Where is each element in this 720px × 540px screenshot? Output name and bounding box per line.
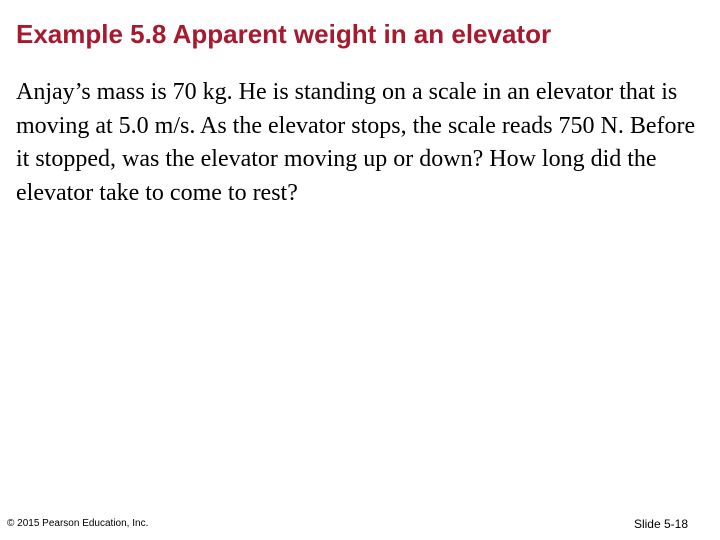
slide-number: Slide 5-18 [633, 517, 688, 531]
slide-title: Example 5.8 Apparent weight in an elevator [16, 19, 552, 49]
copyright-notice: © 2015 Pearson Education, Inc. [7, 518, 149, 529]
problem-text: Anjay’s mass is 70 kg. He is standing on a scale in an elevator that is moving at 5.0 m/s. As the elevator stops, the scale reads 750 N. Before it stopped, was the elevator moving up or down? How long did the elevator take to come to rest? [16, 79, 696, 206]
